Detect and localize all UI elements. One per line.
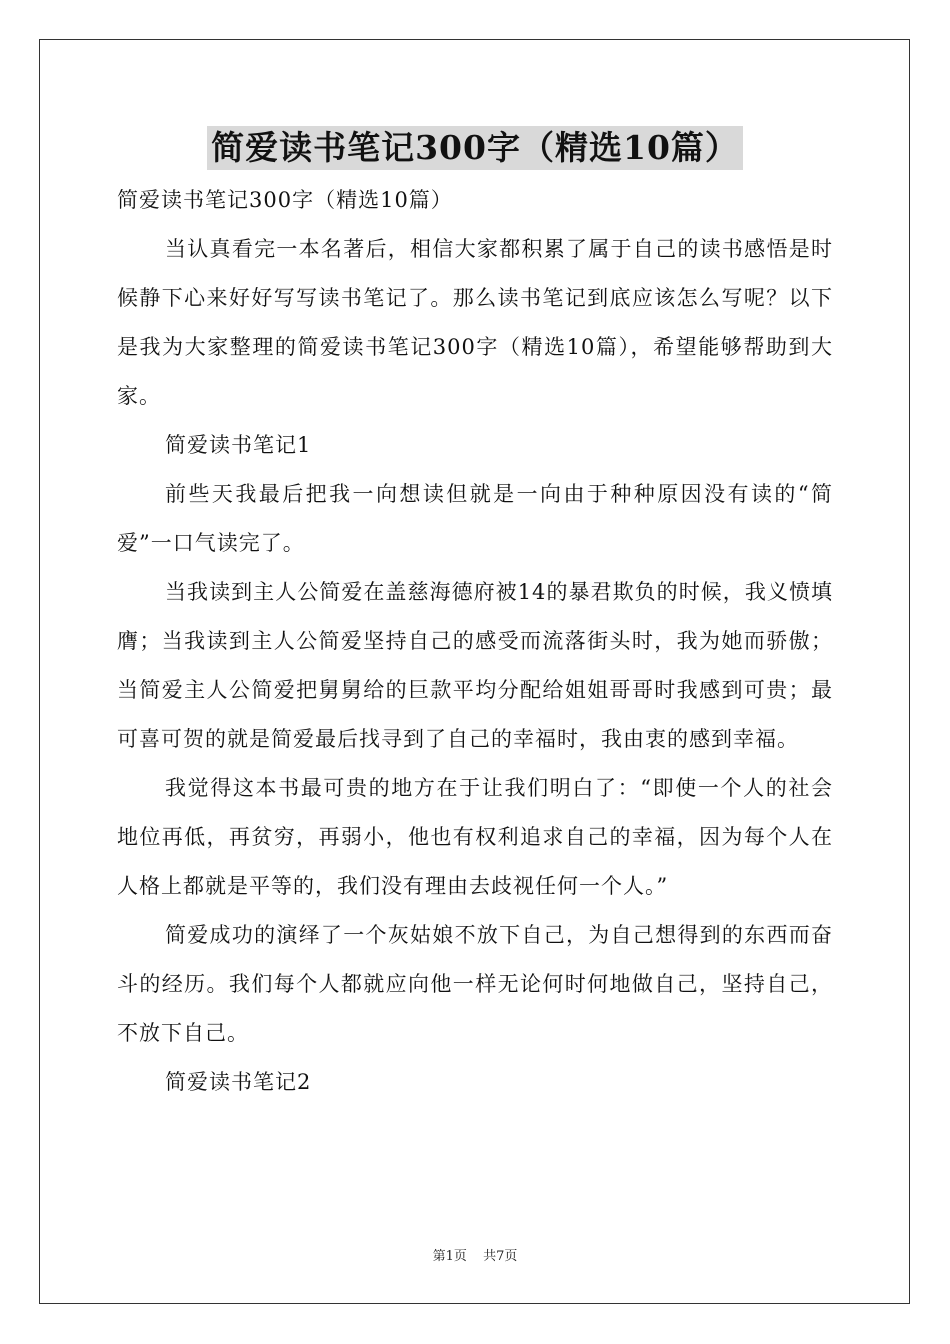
body-paragraph: 我觉得这本书最可贵的地方在于让我们明白了：“即使一个人的社会地位再低，再贫穷，再弱小，他也有权利追求自己的幸福，因为每个人在人格上都就是平等的，我们没有理由去歧视任何一个人。” xyxy=(117,776,833,898)
intro-paragraph: 当认真看完一本名著后，相信大家都积累了属于自己的读书感悟是时候静下心来好好写写读书笔记了。那么读书笔记到底应该怎么写呢？以下是我为大家整理的简爱读书笔记300字（精选10篇），希望能够帮助到大家。 xyxy=(117,237,833,408)
body-paragraph: 简爱成功的演绎了一个灰姑娘不放下自己，为自己想得到的东西而奋斗的经历。我们每个人都就应向他一样无论何时何地做自己，坚持自己，不放下自己。 xyxy=(117,923,833,1045)
page-total: 共7页 xyxy=(483,1249,518,1264)
document-body xyxy=(117,176,833,1107)
body-paragraph: 当我读到主人公简爱在盖慈海德府被14的暴君欺负的时候，我义愤填膺；当我读到主人公简爱坚持自己的感受而流落街头时，我为她而骄傲；当简爱主人公简爱把舅舅给的巨款平均分配给姐姐哥哥时我感到可贵；最可喜可贺的就是简爱最后找寻到了自己的幸福时，我由衷的感到幸福。 xyxy=(117,580,833,751)
page-footer xyxy=(0,1245,950,1264)
page-number: 第1页 xyxy=(432,1249,467,1264)
section-heading-2: 简爱读书笔记2 xyxy=(165,1070,312,1094)
document-subtitle: 简爱读书笔记300字（精选10篇） xyxy=(117,188,453,212)
body-paragraph: 前些天我最后把我一向想读但就是一向由于种种原因没有读的“简爱”一口气读完了。 xyxy=(117,482,833,555)
section-heading-1: 简爱读书笔记1 xyxy=(165,433,312,457)
document-title: 简爱读书笔记300字（精选10篇） xyxy=(207,126,743,170)
title-container xyxy=(0,126,950,170)
